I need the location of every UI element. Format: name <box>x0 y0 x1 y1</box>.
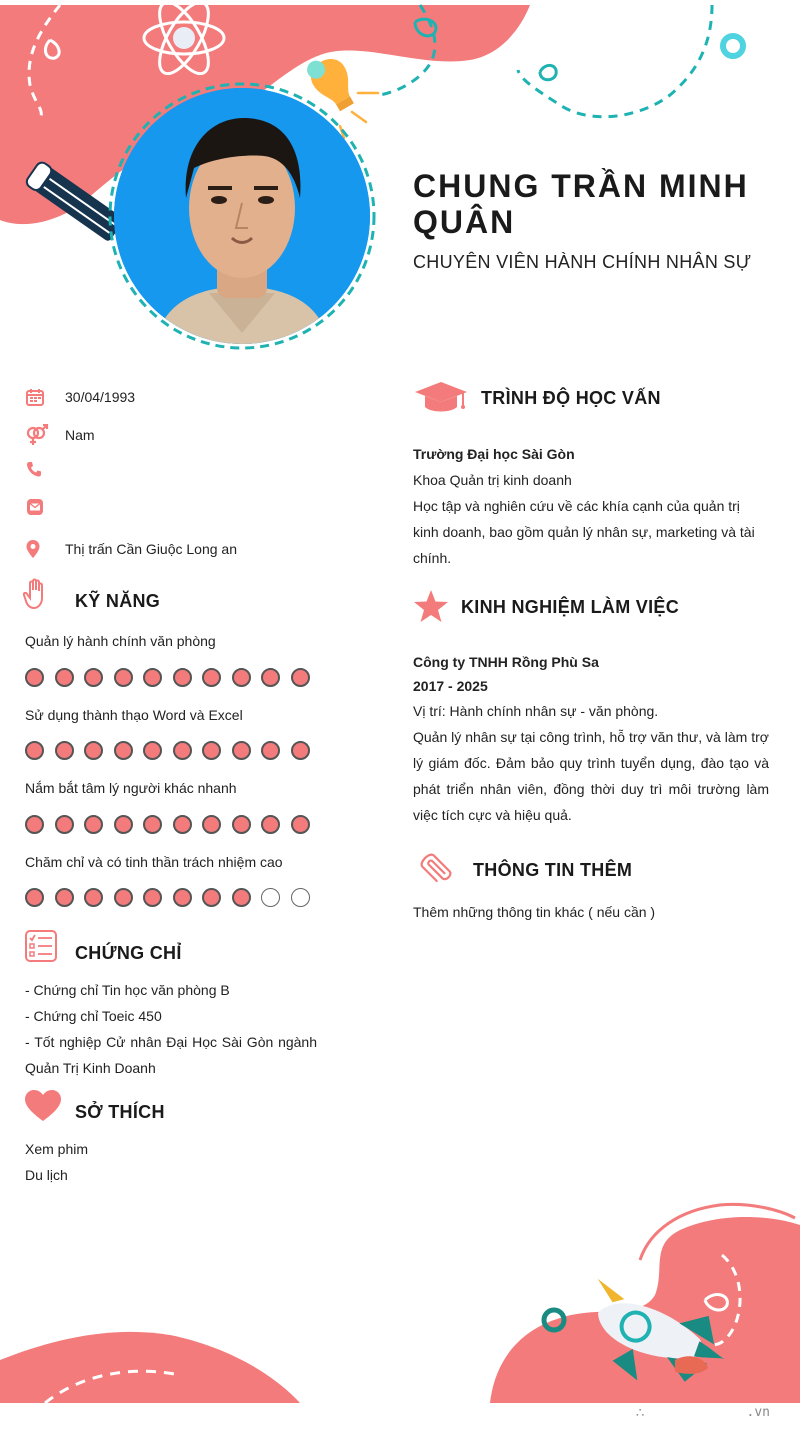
rating-dot-filled <box>143 815 162 834</box>
rating-dot-filled <box>84 888 103 907</box>
hobbies-list <box>25 1136 88 1188</box>
skills-heading: KỸ NĂNG <box>75 591 161 611</box>
star-icon <box>413 589 449 623</box>
rating-dot-filled <box>25 741 44 760</box>
rating-dot-filled <box>143 668 162 687</box>
paperclip-icon <box>413 848 459 890</box>
rating-dot-filled <box>25 668 44 687</box>
education-faculty: Khoa Quản trị kinh doanh <box>413 472 572 488</box>
info-address <box>25 536 237 562</box>
full-name: CHUNG TRẦN MINH QUÂN <box>413 168 749 240</box>
rating-dot-filled <box>202 815 221 834</box>
skill-name: Chăm chỉ và có tinh thần trách nhiệm cao <box>25 854 283 870</box>
address-text: Thị trấn Cần Giuộc Long an <box>65 541 237 557</box>
gender-text: Nam <box>65 427 95 443</box>
rating-dot-filled <box>291 668 310 687</box>
hobby-item: Du lịch <box>25 1167 68 1183</box>
rating-dot-empty <box>291 888 310 907</box>
checklist-icon <box>25 930 57 962</box>
gender-icon <box>25 422 55 448</box>
hobby-item: Xem phim <box>25 1141 89 1157</box>
map-pin-icon <box>25 536 55 562</box>
info-email <box>25 494 65 520</box>
skill-name: Nắm bắt tâm lý người khác nhanh <box>25 780 237 796</box>
certificate-item: - Chứng chỉ Toeic 450 <box>25 1008 162 1024</box>
rating-dot-filled <box>232 815 251 834</box>
rating-dot-filled <box>202 888 221 907</box>
certificates-heading: CHỨNG CHỈ <box>75 943 182 963</box>
watermark-suffix: .vn <box>746 1405 770 1420</box>
education-description: Học tập và nghiên cứu về các khía cạnh của quản trị kinh doanh, bao gồm quản lý nhân sự, marketing và tài chính. <box>413 498 755 566</box>
rating-dot-filled <box>202 668 221 687</box>
rating-dot-filled <box>143 741 162 760</box>
rating-dot-filled <box>202 741 221 760</box>
rating-dot-filled <box>114 668 133 687</box>
hand-icon <box>23 578 49 610</box>
rating-dot-filled <box>261 815 280 834</box>
calendar-icon <box>25 384 55 410</box>
rating-dot-filled <box>25 815 44 834</box>
rating-dot-filled <box>261 741 280 760</box>
email-icon <box>25 494 55 520</box>
experience-period: 2017 - 2025 <box>413 678 488 694</box>
education-school: Trường Đại học Sài Gòn <box>413 446 575 462</box>
info-birthday <box>25 384 135 410</box>
rating-dot-filled <box>114 888 133 907</box>
job-title: CHUYÊN VIÊN HÀNH CHÍNH NHÂN SỰ <box>413 252 752 272</box>
rating-dot-filled <box>232 741 251 760</box>
rating-dot-filled <box>84 741 103 760</box>
phone-icon <box>25 456 55 482</box>
watermark-mark: ∴ <box>636 1405 645 1420</box>
rating-dot-filled <box>232 668 251 687</box>
avatar <box>114 88 370 344</box>
info-gender <box>25 422 95 448</box>
avatar-portrait <box>114 88 370 344</box>
skill-rating <box>25 815 320 834</box>
certificate-item: - Chứng chỉ Tin học văn phòng B <box>25 982 230 998</box>
experience-heading: KINH NGHIỆM LÀM VIỆC <box>461 597 680 617</box>
skill-rating <box>25 668 320 687</box>
rating-dot-filled <box>55 741 74 760</box>
experience-content <box>413 650 769 828</box>
certificates-list <box>25 977 317 1081</box>
rating-dot-filled <box>114 741 133 760</box>
skill-name: Sử dụng thành thạo Word và Excel <box>25 707 243 723</box>
extra-text: Thêm những thông tin khác ( nếu cần ) <box>413 904 656 920</box>
rating-dot-filled <box>173 668 192 687</box>
rating-dot-filled <box>55 888 74 907</box>
rating-dot-filled <box>55 815 74 834</box>
rating-dot-filled <box>25 888 44 907</box>
skill-name: Quản lý hành chính văn phòng <box>25 633 216 649</box>
experience-position: Vị trí: Hành chính nhân sự - văn phòng. <box>413 703 659 719</box>
graduation-cap-icon <box>413 380 469 414</box>
education-content <box>413 441 769 571</box>
info-phone <box>25 456 65 482</box>
rating-dot-filled <box>173 741 192 760</box>
rating-dot-filled <box>291 815 310 834</box>
rating-dot-filled <box>173 815 192 834</box>
rating-dot-filled <box>143 888 162 907</box>
experience-company: Công ty TNHH Rồng Phù Sa <box>413 654 599 670</box>
rating-dot-filled <box>291 741 310 760</box>
rating-dot-filled <box>84 815 103 834</box>
rating-dot-empty <box>261 888 280 907</box>
experience-description: Quản lý nhân sự tại công trình, hỗ trợ văn thư, và làm trợ lý giám đốc. Đảm bảo quy trình tuyển dụng, đào tạo và phát triển nhân viên, đồng thời duy trì môi trường làm việc tích cực và hiệu quả. <box>413 729 769 823</box>
birthday-text: 30/04/1993 <box>65 389 136 405</box>
hobbies-heading: SỞ THÍCH <box>75 1102 165 1122</box>
certificate-item: - Tốt nghiệp Cử nhân Đại Học Sài Gòn ngành Quản Trị Kinh Doanh <box>25 1034 317 1076</box>
rating-dot-filled <box>261 668 280 687</box>
skill-rating <box>25 741 320 760</box>
rating-dot-filled <box>114 815 133 834</box>
rating-dot-filled <box>173 888 192 907</box>
rating-dot-filled <box>84 668 103 687</box>
rating-dot-filled <box>232 888 251 907</box>
education-heading: TRÌNH ĐỘ HỌC VẤN <box>481 388 661 408</box>
rating-dot-filled <box>55 668 74 687</box>
heart-icon <box>24 1089 62 1123</box>
skill-rating <box>25 888 320 907</box>
extra-heading: THÔNG TIN THÊM <box>473 860 633 880</box>
